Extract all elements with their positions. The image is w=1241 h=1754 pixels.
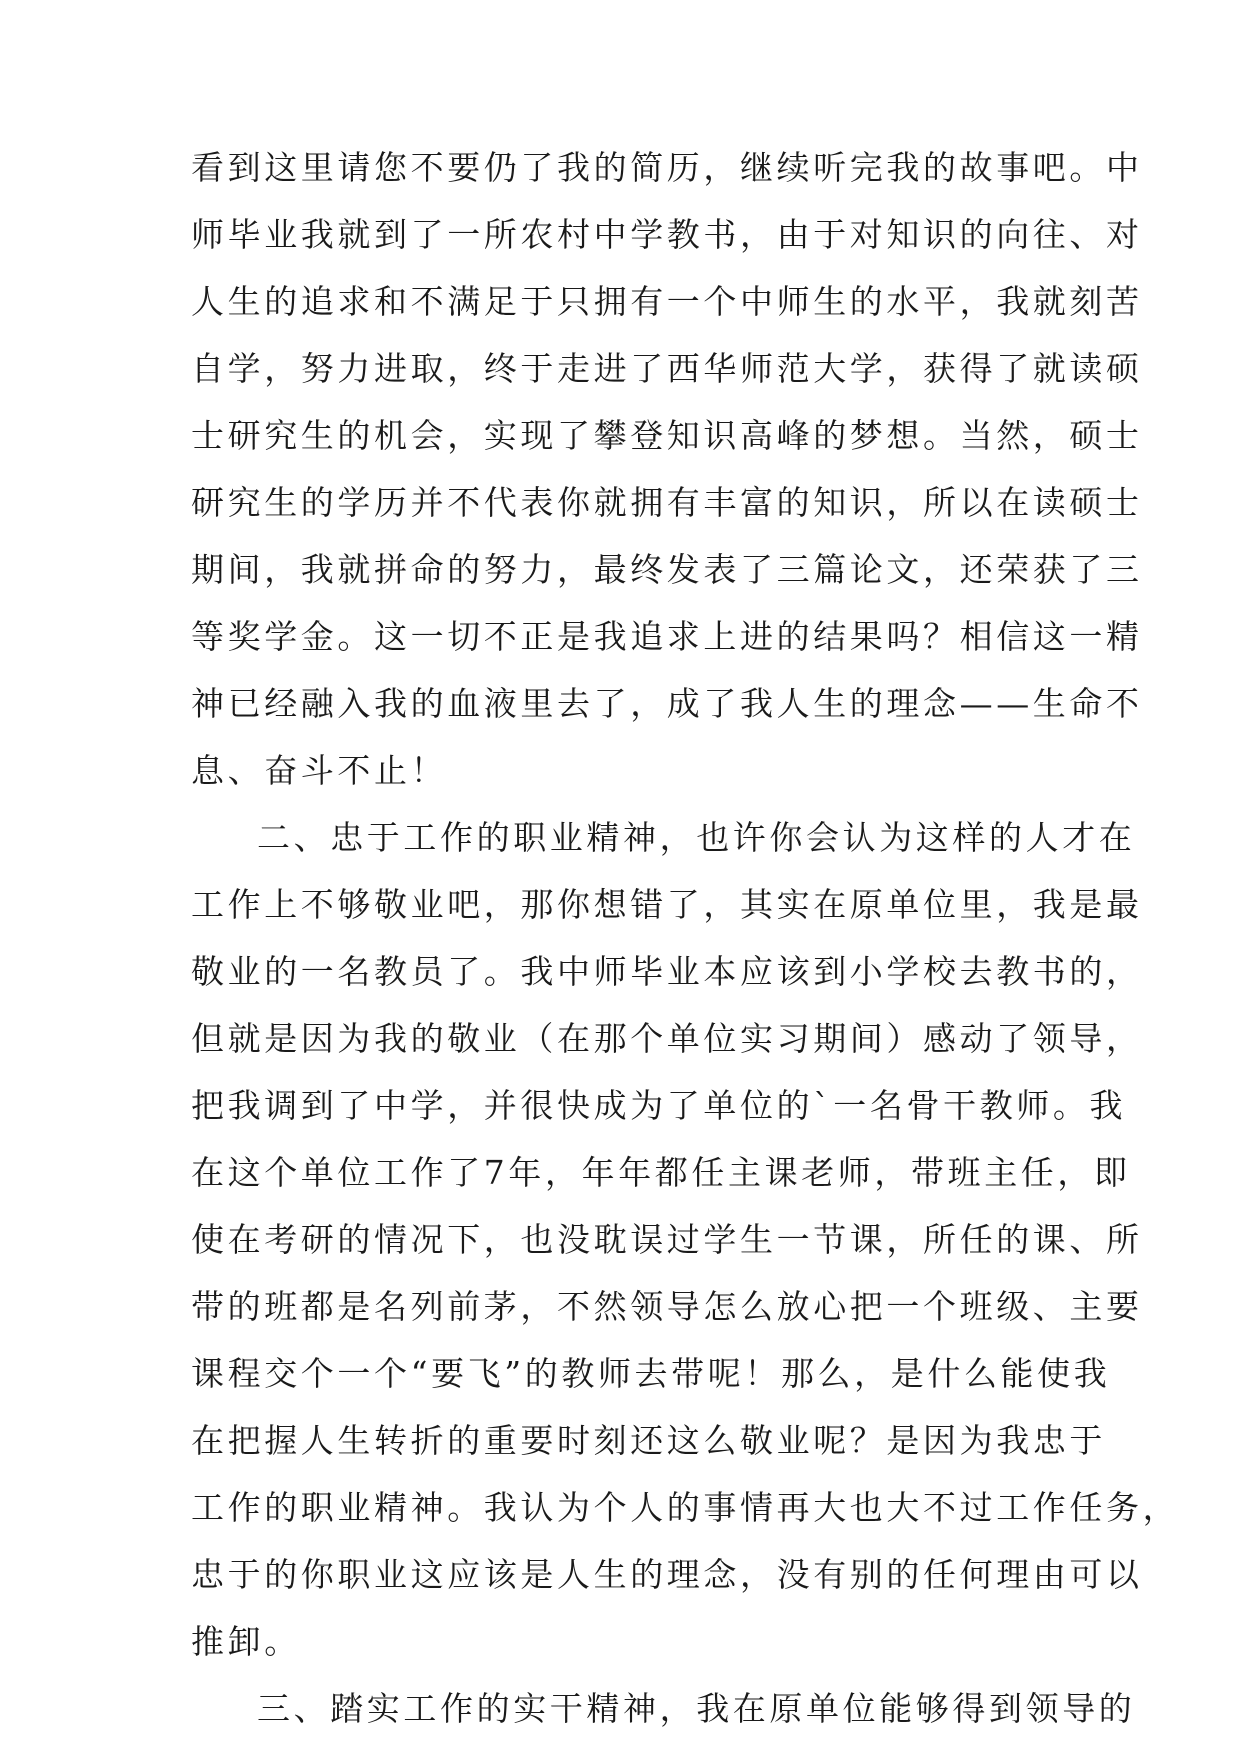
text-line: 人生的追求和不满足于只拥有一个中师生的水平，我就刻苦 xyxy=(191,282,1143,321)
text-line: 把我调到了中学，并很快成为了单位的`一名骨干教师。我 xyxy=(191,1086,1127,1125)
text-line: 研究生的学历并不代表你就拥有丰富的知识，所以在读硕士 xyxy=(191,483,1143,522)
text-line: 在这个单位工作了7年，年年都任主课老师，带班主任，即 xyxy=(191,1153,1131,1192)
paragraph-start-line: 二、忠于工作的职业精神，也许你会认为这样的人才在 xyxy=(257,818,1136,857)
text-line: 工作上不够敬业吧，那你想错了，其实在原单位里，我是最 xyxy=(191,885,1143,924)
text-line: 看到这里请您不要仍了我的简历，继续听完我的故事吧。中 xyxy=(191,148,1143,187)
text-line: 带的班都是名列前茅，不然领导怎么放心把一个班级、主要 xyxy=(191,1287,1143,1326)
text-line: 师毕业我就到了一所农村中学教书，由于对知识的向往、对 xyxy=(191,215,1143,254)
text-line: 等奖学金。这一切不正是我追求上进的结果吗？相信这一精 xyxy=(191,617,1143,656)
text-line: 期间，我就拼命的努力，最终发表了三篇论文，还荣获了三 xyxy=(191,550,1143,589)
text-line: 推卸。 xyxy=(191,1622,301,1661)
text-line: 课程交个一个“要飞”的教师去带呢！那么，是什么能使我 xyxy=(191,1354,1111,1393)
text-line: 自学，努力进取，终于走进了西华师范大学，获得了就读硕 xyxy=(191,349,1143,388)
paragraph-start-line: 三、踏实工作的实干精神，我在原单位能够得到领导的 xyxy=(257,1689,1136,1728)
text-line: 忠于的你职业这应该是人生的理念，没有别的任何理由可以 xyxy=(191,1555,1143,1594)
text-line: 士研究生的机会，实现了攀登知识高峰的梦想。当然，硕士 xyxy=(191,416,1143,455)
text-line: 但就是因为我的敬业（在那个单位实习期间）感动了领导， xyxy=(191,1019,1143,1058)
text-line: 息、奋斗不止！ xyxy=(191,751,448,790)
text-line: 在把握人生转折的重要时刻还这么敬业呢？是因为我忠于 xyxy=(191,1421,1106,1460)
text-line: 神已经融入我的血液里去了，成了我人生的理念——生命不 xyxy=(191,684,1143,723)
text-line: 敬业的一名教员了。我中师毕业本应该到小学校去教书的， xyxy=(191,952,1143,991)
text-line: 工作的职业精神。我认为个人的事情再大也大不过工作任务， xyxy=(191,1488,1180,1527)
text-line: 使在考研的情况下，也没耽误过学生一节课，所任的课、所 xyxy=(191,1220,1143,1259)
